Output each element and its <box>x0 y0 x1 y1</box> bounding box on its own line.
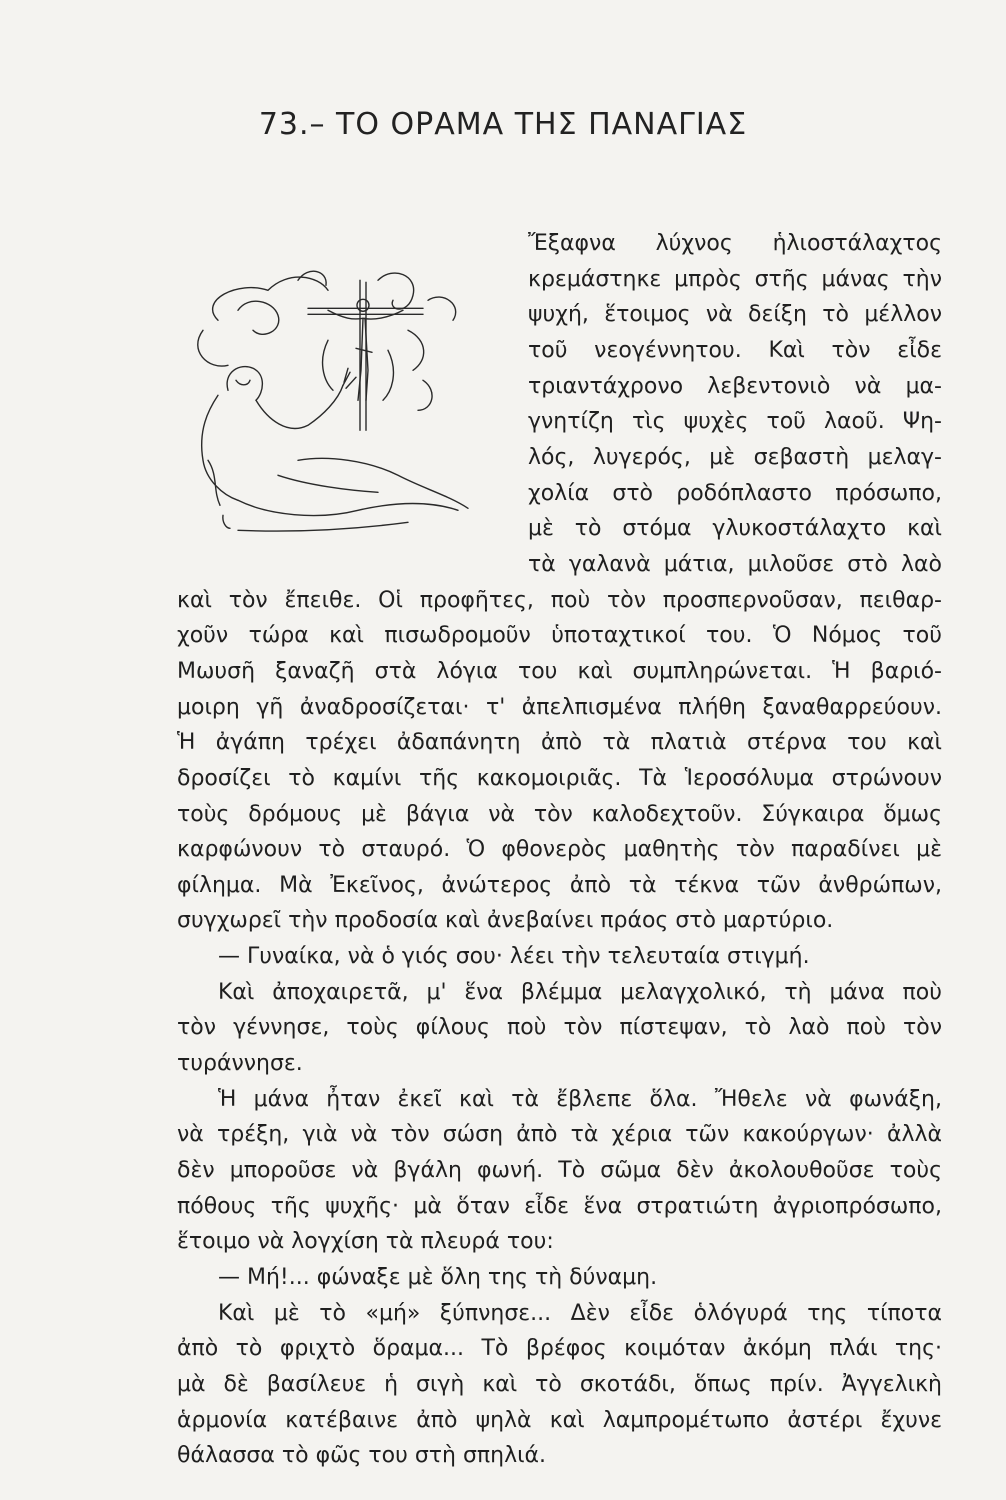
text-line: μὲ τὸ στόμα γλυκοστάλαχτο καὶ <box>528 516 942 542</box>
dialogue-line: — Μή!... φώναξε μὲ ὅλη της τὴ δύναμη. <box>218 1265 658 1291</box>
text-line: λός, λυγερός, μὲ σεβαστὴ μελαγ- <box>528 444 942 470</box>
text-line: καρφώνουν τὸ σταυρό. Ὁ φθονερὸς μαθητὴς τὸν παραδίνει μὲ <box>177 837 942 863</box>
text-line: ψυχή, ἕτοιμος νὰ δείξη τὸ μέλλον <box>528 302 942 328</box>
text-line: τυράννησε. <box>177 1051 303 1077</box>
text-line: γνητίζη τὶς ψυχὲς τοῦ λαοῦ. Ψη- <box>528 409 942 435</box>
text-line: χοῦν τώρα καὶ πισωδρομοῦν ὑποταχτικοί του. Ὁ Νόμος τοῦ <box>177 623 942 649</box>
text-line: Μωυσῆ ξαναζῆ στὰ λόγια του καὶ συμπληρώνεται. Ἡ βαριό- <box>177 658 942 684</box>
text-line: πόθους τῆς ψυχῆς· μὰ ὅταν εἶδε ἕνα στρατιώτη ἀγριοπρόσωπο, <box>177 1193 942 1219</box>
text-line: μοιρη γῆ ἀναδροσίζεται· τ' ἀπελπισμένα πλήθη ξαναθαρρεύουν. <box>177 694 942 720</box>
text-line: τριαντάχρονο λεβεντονιὸ νὰ μα- <box>528 373 942 399</box>
text-line: μὰ δὲ βασίλευε ἡ σιγὴ καὶ τὸ σκοτάδι, ὅπως πρίν. Ἀγγελικὴ <box>177 1372 942 1398</box>
text-line: Ἡ ἀγάπη τρέχει ἀδαπάνητη ἀπὸ τὰ πλατιὰ στέρνα του καὶ <box>177 730 942 756</box>
text-line: Καὶ μὲ τὸ «μή» ξύπνησε... Δὲν εἶδε ὁλόγυρά της τίποτα <box>218 1300 942 1326</box>
text-line: θάλασσα τὸ φῶς του στὴ σπηλιά. <box>177 1443 547 1469</box>
text-line: συγχωρεῖ τὴν προδοσία καὶ ἀνεβαίνει πράος στὸ μαρτύριο. <box>177 908 834 934</box>
text-line: ἁρμονία κατέβαινε ἀπὸ ψηλὰ καὶ λαμπρομέτωπο ἀστέρι ἔχυνε <box>177 1407 942 1433</box>
chapter-title: 73.– ΤΟ ΟΡΑΜΑ ΤΗΣ ΠΑΝΑΓΙΑΣ <box>258 107 748 142</box>
text-line: τὸν γέννησε, τοὺς φίλους ποὺ τὸν πίστεψαν, τὸ λαὸ ποὺ τὸν <box>177 1015 942 1041</box>
text-line: ἕτοιμο νὰ λογχίση τὰ πλευρά του: <box>177 1229 554 1255</box>
text-line: κρεμάστηκε μπρὸς στῆς μάνας τὴν <box>528 266 942 292</box>
text-line: νὰ τρέξη, γιὰ νὰ τὸν σώση ἀπὸ τὰ χέρια τῶν κακούργων· ἀλλὰ <box>177 1122 942 1148</box>
text-line: δὲν μποροῦσε νὰ βγάλη φωνή. Τὸ σῶμα δὲν ἀκολουθοῦσε τοὺς <box>177 1158 942 1184</box>
text-line: τοῦ νεογέννητου. Καὶ τὸν εἶδε <box>528 337 942 363</box>
text-line: ἀπὸ τὸ φριχτὸ ὅραμα... Τὸ βρέφος κοιμόταν ἀκόμη πλάι της· <box>177 1336 942 1362</box>
text-line: Καὶ ἀποχαιρετᾶ, μ' ἕνα βλέμμα μελαγχολικό, τὴ μάνα ποὺ <box>218 979 942 1005</box>
crucifixion-vision-sketch-icon <box>178 226 508 583</box>
text-line: τὰ γαλανὰ μάτια, μιλοῦσε στὸ λαὸ <box>528 551 942 577</box>
dialogue-line: — Γυναίκα, νὰ ὁ γιός σου· λέει τὴν τελευταία στιγμή. <box>218 944 810 970</box>
text-line: Ἡ μάνα ἦταν ἐκεῖ καὶ τὰ ἔβλεπε ὅλα. Ἤθελε νὰ φωνάξη, <box>218 1086 942 1112</box>
text-line: χολία στὸ ροδόπλαστο πρόσωπο, <box>528 480 942 506</box>
text-line: δροσίζει τὸ καμίνι τῆς κακομοιριᾶς. Τὰ Ἱεροσόλυμα στρώνουν <box>177 765 942 791</box>
text-line: καὶ τὸν ἔπειθε. Οἱ προφῆτες, ποὺ τὸν προσπερνοῦσαν, πειθαρ- <box>177 587 942 613</box>
text-line: τοὺς δρόμους μὲ βάγια νὰ τὸν καλοδεχτοῦν. Σύγκαιρα ὅμως <box>177 801 942 827</box>
text-line: φίλημα. Μὰ Ἐκεῖνος, ἀνώτερος ἀπὸ τὰ τέκνα τῶν ἀνθρώπων, <box>177 872 942 898</box>
text-line: Ἔξαφνα λύχνος ἡλιοστάλαχτος <box>528 231 942 256</box>
